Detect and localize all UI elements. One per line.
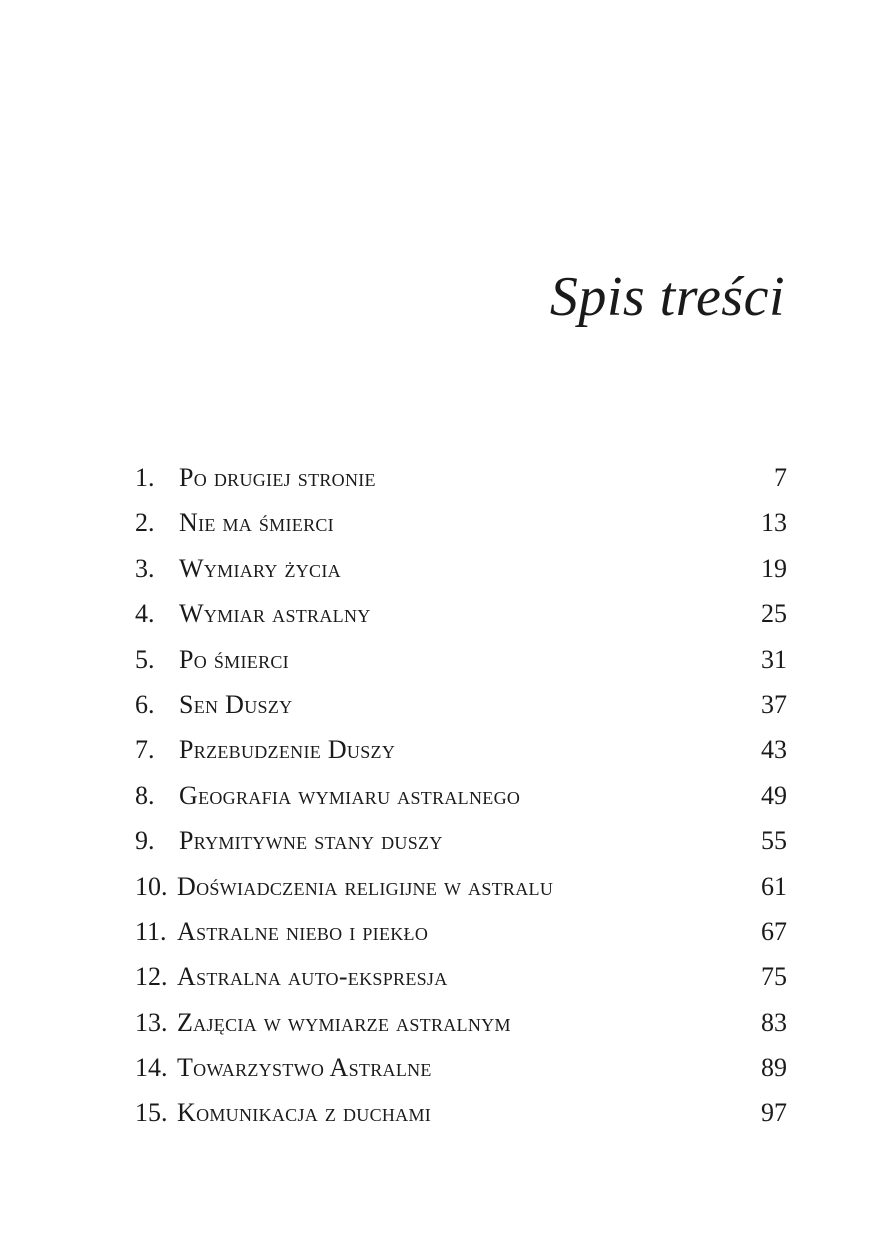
toc-entry[interactable]	[135, 500, 787, 545]
toc-entry-page: 49	[761, 780, 787, 810]
toc-entry[interactable]	[135, 909, 787, 954]
toc-entry-page: 75	[761, 962, 787, 992]
toc-entry[interactable]	[135, 1045, 787, 1090]
toc-entry[interactable]	[135, 864, 787, 909]
toc-entry-page: 13	[761, 508, 787, 538]
toc-entry-page: 19	[761, 553, 787, 583]
toc-entry-page: 67	[761, 916, 787, 946]
toc-entry-page: 61	[761, 871, 787, 901]
toc-entry-label: Astralne niebo i piekło	[177, 916, 429, 946]
toc-entry-number: 4.	[135, 599, 155, 629]
toc-entry-label: Sen Duszy	[179, 689, 293, 719]
toc-entry-number: 9.	[135, 826, 155, 856]
toc-entry-label: Wymiary życia	[179, 553, 341, 583]
toc-entry-label: Przebudzenie Duszy	[179, 735, 396, 765]
toc-entry[interactable]	[135, 637, 787, 682]
toc-entry[interactable]	[135, 954, 787, 999]
toc-entry[interactable]	[135, 773, 787, 818]
toc-entry[interactable]	[135, 455, 787, 500]
toc-entry-page: 31	[761, 644, 787, 674]
toc-entry-label: Towarzystwo Astralne	[177, 1053, 432, 1083]
toc-entry-page: 55	[761, 826, 787, 856]
toc-entry-number: 7.	[135, 735, 155, 765]
table-of-contents	[135, 455, 787, 1136]
toc-entry-number: 15.	[135, 1098, 168, 1128]
toc-entry-number: 8.	[135, 780, 155, 810]
toc-entry-page: 97	[761, 1098, 787, 1128]
toc-entry-number: 12.	[135, 962, 168, 992]
toc-entry-label: Nie ma śmierci	[179, 508, 334, 538]
toc-entry-number: 13.	[135, 1007, 168, 1037]
toc-entry-page: 89	[761, 1053, 787, 1083]
toc-entry-page: 25	[761, 599, 787, 629]
toc-entry-label: Astralna auto-ekspresja	[177, 962, 448, 992]
toc-entry-page: 7	[774, 463, 787, 492]
toc-entry-label: Prymitywne stany duszy	[179, 826, 443, 856]
toc-entry-number: 11.	[135, 916, 167, 946]
toc-entry[interactable]	[135, 727, 787, 772]
toc-entry[interactable]	[135, 1090, 787, 1135]
toc-entry-number: 6.	[135, 689, 155, 719]
toc-entry-number: 10.	[135, 871, 168, 901]
toc-entry-page: 43	[761, 735, 787, 765]
toc-entry-label: Geografia wymiaru astralnego	[179, 780, 521, 810]
toc-entry-page: 83	[761, 1007, 787, 1037]
toc-entry[interactable]	[135, 546, 787, 591]
toc-entry-label: Zajęcia w wymiarze astralnym	[177, 1007, 511, 1037]
toc-entry[interactable]	[135, 682, 787, 727]
toc-entry[interactable]	[135, 818, 787, 863]
toc-entry[interactable]	[135, 1000, 787, 1045]
toc-entry-label: Doświadczenia religijne w astralu	[177, 871, 554, 901]
toc-entry-number: 2.	[135, 508, 155, 538]
toc-entry-label: Po śmierci	[179, 644, 289, 674]
toc-entry-number: 1.	[135, 463, 155, 492]
toc-entry-label: Po drugiej stronie	[179, 463, 376, 492]
toc-entry-label: Wymiar astralny	[179, 599, 371, 629]
toc-entry-page: 37	[761, 689, 787, 719]
toc-entry-number: 3.	[135, 553, 155, 583]
toc-entry-label: Komunikacja z duchami	[177, 1098, 432, 1128]
toc-entry-number: 5.	[135, 644, 155, 674]
toc-entry-number: 14.	[135, 1053, 168, 1083]
toc-entry[interactable]	[135, 591, 787, 636]
page-title: Spis treści	[549, 266, 785, 328]
